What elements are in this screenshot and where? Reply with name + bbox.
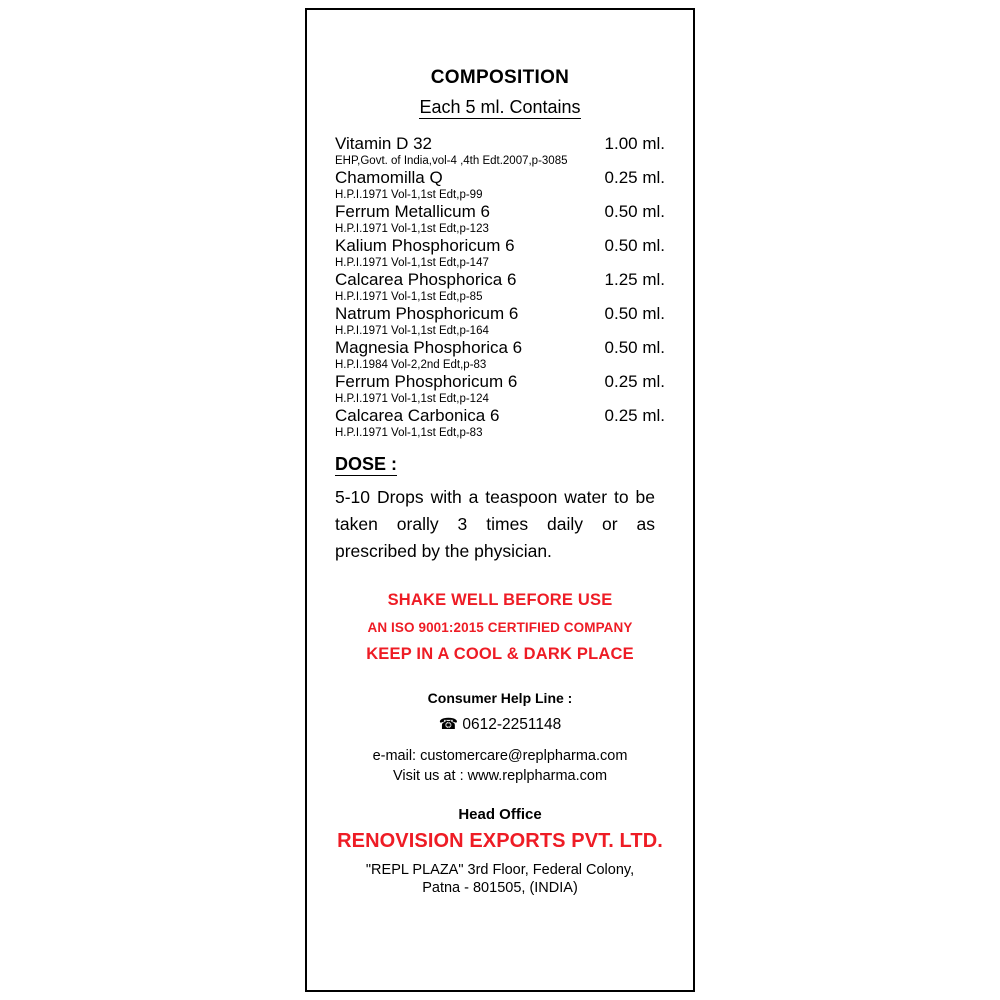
ingredient-name: Vitamin D 32: [335, 134, 433, 153]
contact-block: [335, 690, 665, 784]
table-row: [335, 338, 665, 358]
storage-warning: KEEP IN A COOL & DARK PLACE: [366, 645, 634, 663]
ingredient-quantity: 0.50 ml.: [604, 338, 665, 357]
ingredient-quantity: 0.25 ml.: [604, 406, 665, 425]
table-row: [335, 154, 665, 168]
ingredient-name: Ferrum Phosphoricum 6: [335, 372, 518, 391]
composition-subtitle-text: Each 5 ml. Contains: [419, 97, 581, 117]
table-row: [335, 202, 665, 222]
ingredient-reference: H.P.I.1971 Vol-1,1st Edt,p-83: [335, 427, 483, 439]
office-block: [335, 806, 665, 896]
product-label-card: [305, 8, 695, 992]
table-row: [335, 168, 665, 188]
ingredient-reference: H.P.I.1984 Vol-2,2nd Edt,p-83: [335, 359, 487, 371]
ingredient-name: Chamomilla Q: [335, 168, 443, 187]
label-content: [307, 67, 693, 896]
head-office-label: Head Office: [458, 806, 542, 823]
table-row: [335, 324, 665, 338]
ingredient-reference: H.P.I.1971 Vol-1,1st Edt,p-99: [335, 189, 483, 201]
telephone-icon: ☎: [438, 716, 459, 733]
helpline-number-row: [335, 715, 665, 734]
page-title: COMPOSITION: [430, 67, 570, 88]
ingredient-quantity: 0.25 ml.: [604, 168, 665, 187]
dose-heading: DOSE :: [335, 454, 398, 474]
ingredient-quantity: 1.00 ml.: [604, 134, 665, 153]
helpline-label: Consumer Help Line :: [427, 690, 573, 706]
table-row: [335, 372, 665, 392]
address-line-2: Patna - 801505, (INDIA): [422, 880, 578, 896]
ingredient-reference: H.P.I.1971 Vol-1,1st Edt,p-124: [335, 393, 489, 405]
ingredient-name: Magnesia Phosphorica 6: [335, 338, 523, 357]
helpline-number: 0612-2251148: [462, 716, 562, 733]
ingredient-name: Kalium Phosphoricum 6: [335, 236, 515, 255]
table-row: [335, 406, 665, 426]
ingredient-quantity: 0.50 ml.: [604, 202, 665, 221]
table-row: [335, 236, 665, 256]
ingredient-name: Calcarea Carbonica 6: [335, 406, 500, 425]
iso-certification-text: AN ISO 9001:2015 CERTIFIED COMPANY: [367, 620, 633, 635]
ingredient-reference: H.P.I.1971 Vol-1,1st Edt,p-123: [335, 223, 489, 235]
address-line-1: "REPL PLAZA" 3rd Floor, Federal Colony,: [365, 862, 635, 878]
dose-text: 5-10 Drops with a teaspoon water to be taken orally 3 times daily or as prescribed by the physician.: [335, 487, 655, 561]
ingredient-reference: H.P.I.1971 Vol-1,1st Edt,p-147: [335, 257, 489, 269]
ingredient-name: Calcarea Phosphorica 6: [335, 270, 517, 289]
shake-well-warning: SHAKE WELL BEFORE USE: [387, 591, 613, 609]
website-address: Visit us at : www.replpharma.com: [392, 768, 608, 784]
table-row: [335, 222, 665, 236]
ingredient-quantity: 0.50 ml.: [604, 236, 665, 255]
table-row: [335, 304, 665, 324]
table-row: [335, 426, 665, 440]
company-name: RENOVISION EXPORTS PVT. LTD.: [337, 830, 663, 852]
email-address: e-mail: customercare@replpharma.com: [372, 748, 628, 764]
ingredient-name: Ferrum Metallicum 6: [335, 202, 490, 221]
table-row: [335, 188, 665, 202]
table-row: [335, 290, 665, 304]
table-row: [335, 358, 665, 372]
ingredient-reference: EHP,Govt. of India,vol-4 ,4th Edt.2007,p-3085: [335, 155, 568, 167]
ingredient-quantity: 0.25 ml.: [604, 372, 665, 391]
table-row: [335, 134, 665, 154]
table-row: [335, 392, 665, 406]
composition-subtitle: [335, 97, 665, 118]
ingredient-quantity: 1.25 ml.: [604, 270, 665, 289]
ingredients-table: [335, 134, 665, 440]
ingredient-name: Natrum Phosphoricum 6: [335, 304, 519, 323]
table-row: [335, 270, 665, 290]
ingredient-reference: H.P.I.1971 Vol-1,1st Edt,p-164: [335, 325, 489, 337]
ingredient-quantity: 0.50 ml.: [604, 304, 665, 323]
dose-section: [335, 440, 665, 565]
ingredient-reference: H.P.I.1971 Vol-1,1st Edt,p-85: [335, 291, 483, 303]
table-row: [335, 256, 665, 270]
warnings-block: [335, 591, 665, 664]
